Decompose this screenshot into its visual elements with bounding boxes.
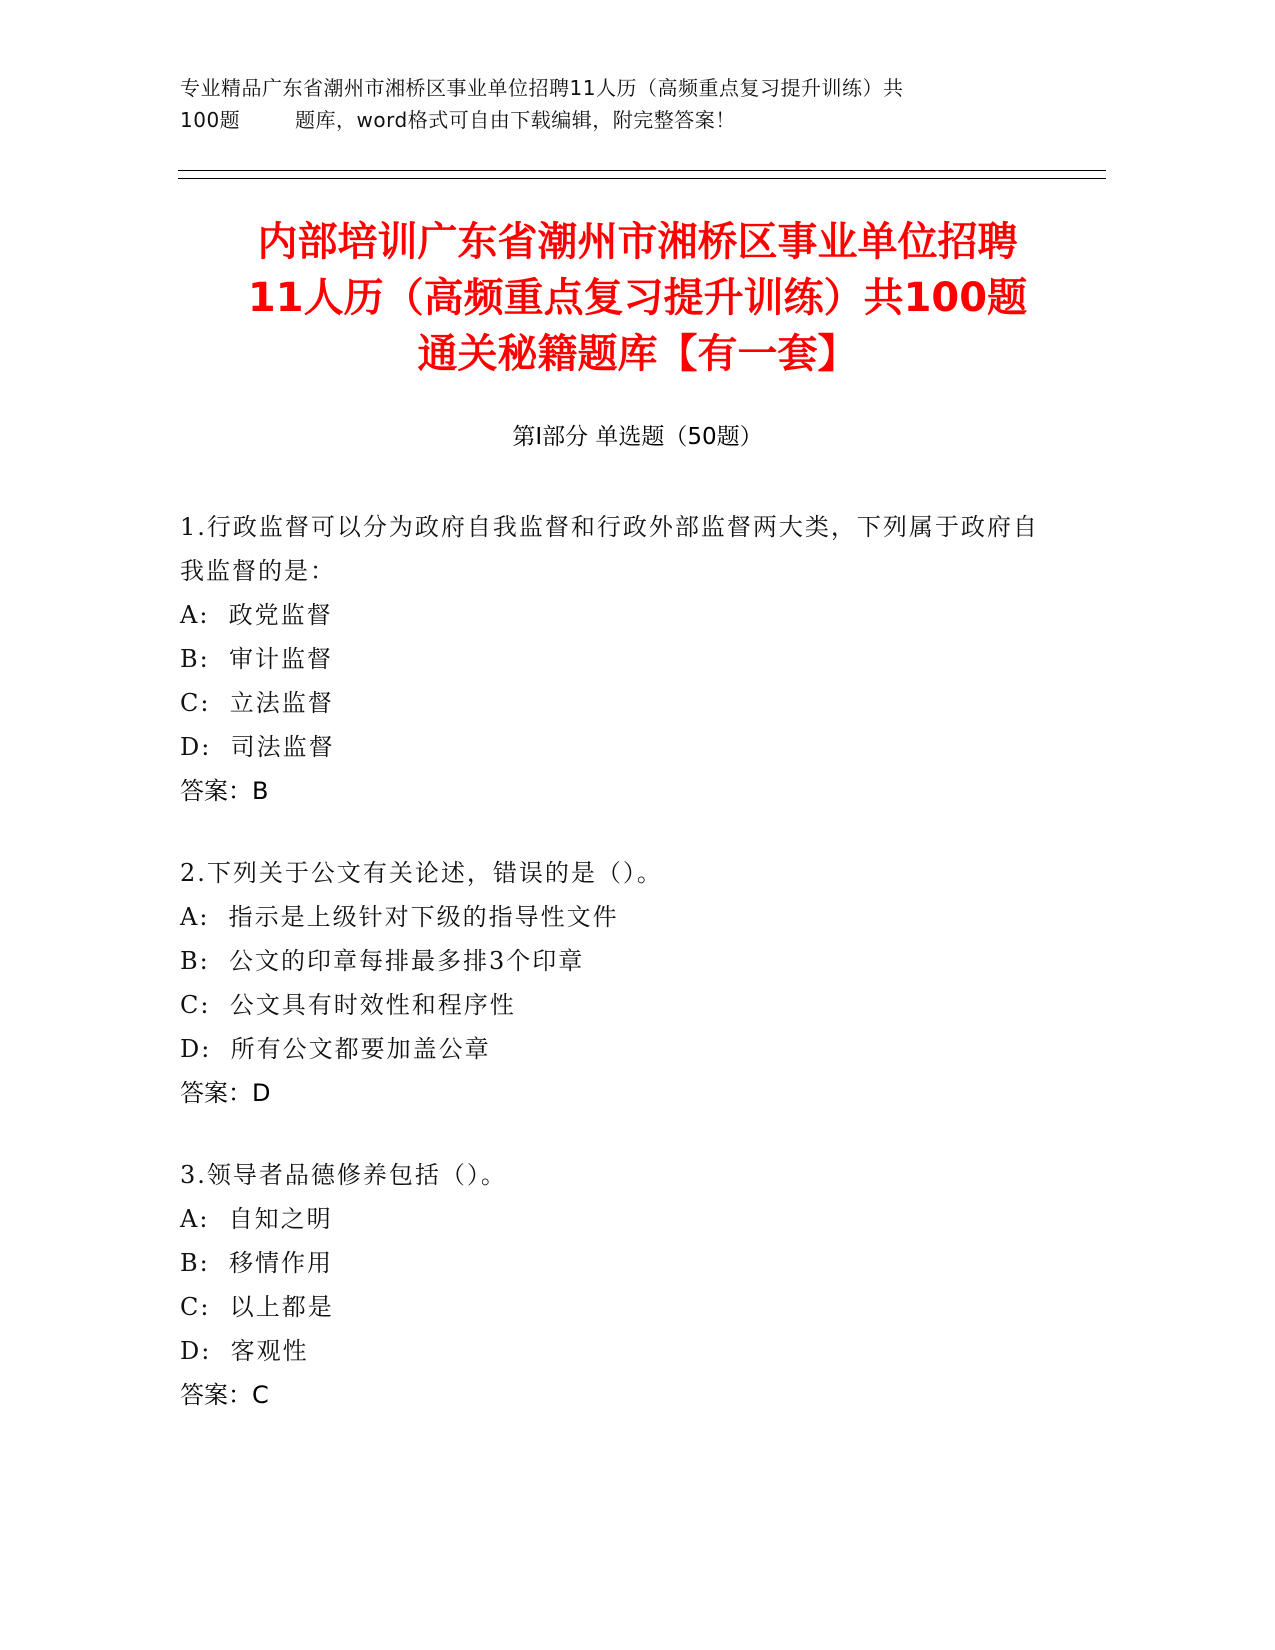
answer-line: 答案：C — [180, 1381, 269, 1409]
option-d: D: 所有公文都要加盖公章 — [180, 1035, 491, 1063]
option-b: B: 公文的印章每排最多排3个印章 — [180, 947, 585, 975]
title-line-3: 通关秘籍题库【有一套】 — [417, 331, 858, 377]
option-d: D: 司法监督 — [180, 733, 335, 761]
header-divider-top — [178, 170, 1106, 171]
answer-line: 答案：B — [180, 777, 269, 805]
option-b: B: 审计监督 — [180, 645, 333, 673]
option-c: C: 立法监督 — [180, 689, 334, 717]
header-note-line-1: 专业精品广东省潮州市湘桥区事业单位招聘11人历（高频重点复习提升训练）共 — [180, 76, 904, 100]
question-3 — [180, 1153, 1040, 1417]
question-text: 3.领导者品德修养包括（）。 — [180, 1161, 507, 1189]
question-text: 1.行政监督可以分为政府自我监督和行政外部监督两大类，下列属于政府自我监督的是： — [180, 513, 1039, 585]
title-line-1: 内部培训广东省潮州市湘桥区事业单位招聘 — [257, 219, 1018, 265]
question-1 — [180, 505, 1040, 813]
answer-line: 答案：D — [180, 1079, 271, 1107]
option-a: A: 指示是上级针对下级的指导性文件 — [180, 903, 619, 931]
option-a: A: 政党监督 — [180, 601, 333, 629]
question-2 — [180, 851, 1040, 1115]
header-divider-bottom — [178, 178, 1106, 179]
option-a: A: 自知之明 — [180, 1205, 333, 1233]
option-b: B: 移情作用 — [180, 1249, 333, 1277]
option-d: D: 客观性 — [180, 1337, 309, 1365]
option-c: C: 公文具有时效性和程序性 — [180, 991, 516, 1019]
question-text: 2.下列关于公文有关论述，错误的是（）。 — [180, 859, 663, 887]
header-note-line-2: 100题 题库，word格式可自由下载编辑，附完整答案！ — [180, 108, 736, 132]
section-heading: 第Ⅰ部分 单选题（50题） — [512, 424, 763, 450]
document-title — [150, 214, 1125, 382]
title-line-2: 11人历（高频重点复习提升训练）共100题 — [247, 275, 1028, 321]
document-header-note — [180, 72, 1080, 136]
question-list — [180, 505, 1040, 1455]
option-c: C: 以上都是 — [180, 1293, 334, 1321]
